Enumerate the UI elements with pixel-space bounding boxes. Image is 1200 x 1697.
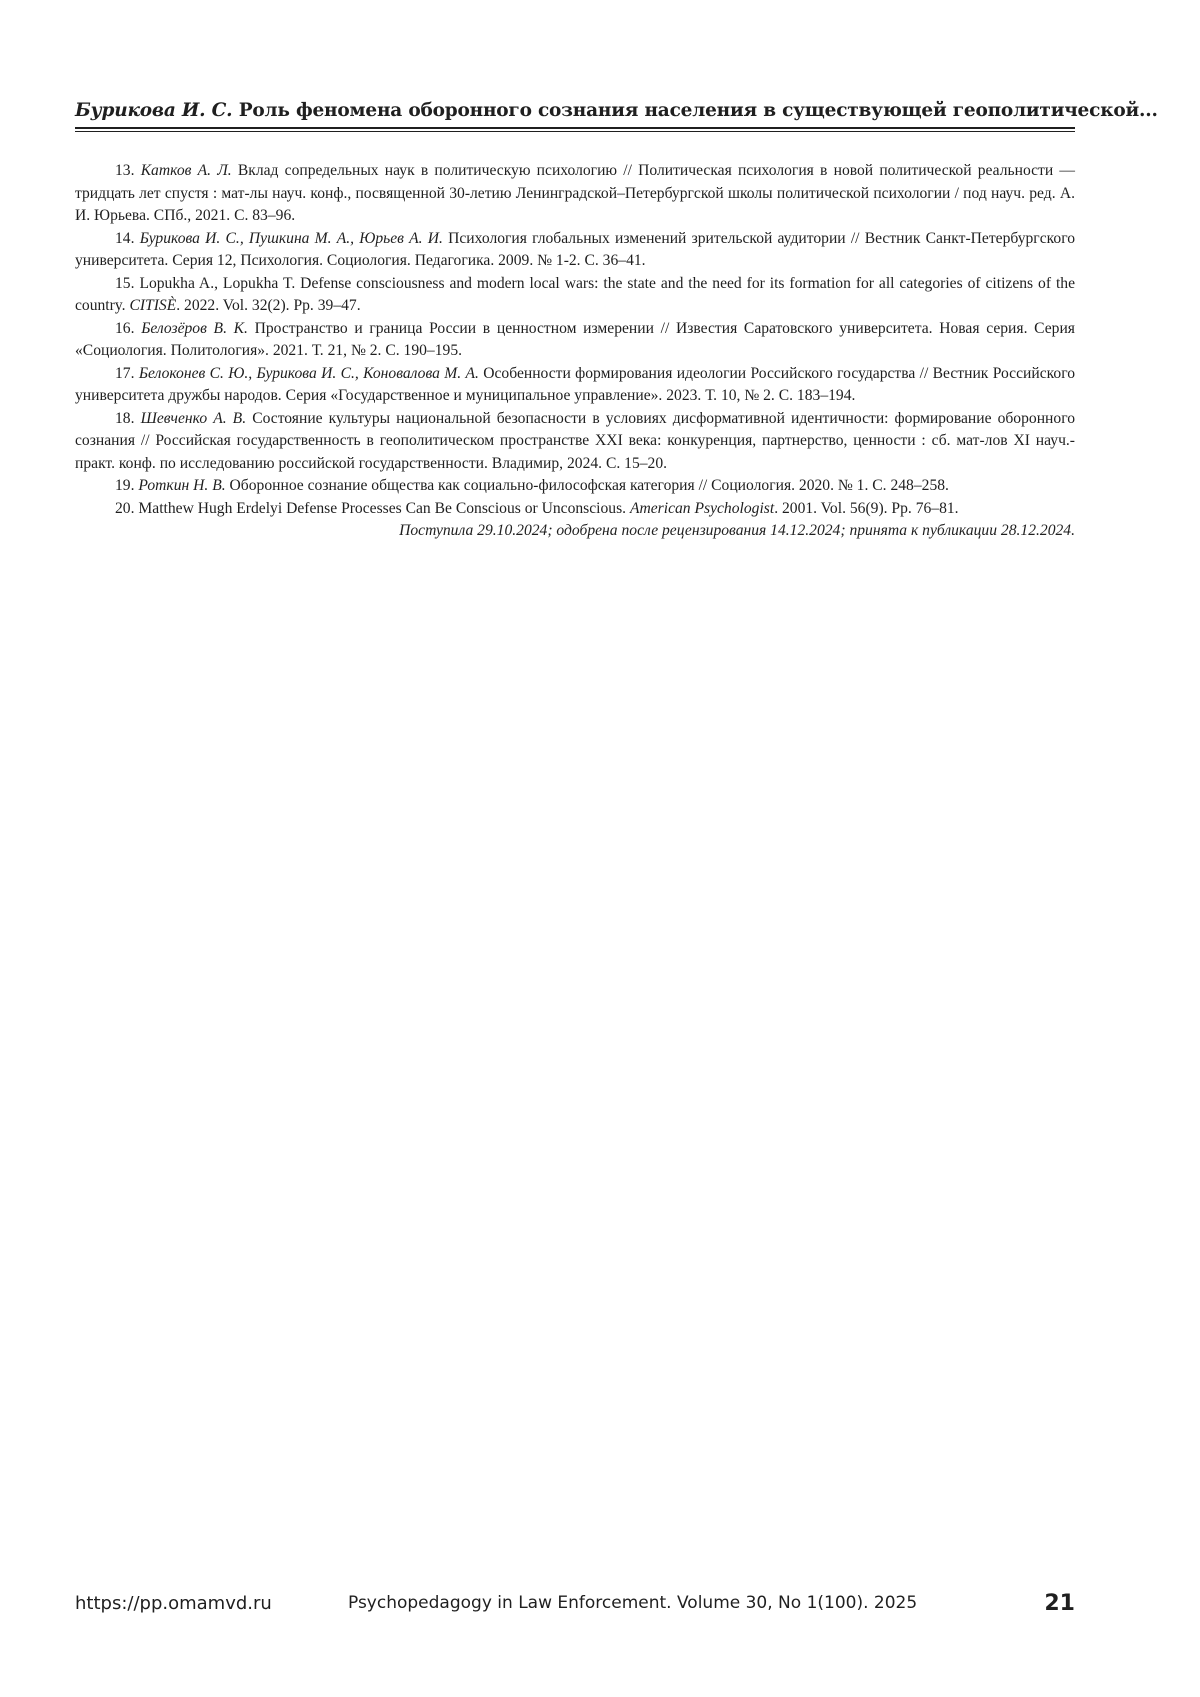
reference-journal: American Psychologist	[629, 499, 775, 517]
reference-authors: Белоконев С. Ю., Бурикова И. С., Коновалова М. А.	[138, 364, 479, 382]
reference-19	[75, 475, 1075, 498]
reference-text: Lopukha A., Lopukha T. Defense consciousness and modern local wars: the state and the need for its formation for all categories of citizens of the country.	[75, 274, 1075, 314]
reference-16	[75, 318, 1075, 363]
running-head-title: Роль феномена оборонного сознания населения в существующей геополитической...	[238, 100, 1158, 121]
reference-text-tail: . 2001. Vol. 56(9). Pp. 76–81.	[774, 499, 959, 517]
reference-number: 20.	[115, 499, 135, 517]
reference-number: 15.	[115, 274, 135, 292]
reference-authors: Белозёров В. К.	[141, 319, 248, 337]
reference-number: 19.	[115, 477, 135, 494]
running-head	[75, 100, 1158, 121]
reference-text: Вклад сопредельных наук в политическую психологию // Политическая психология в новой политической реальности — тридцать лет спустя : мат-лы науч. конф., посвященной 30-летию Ленинградской–Петербургской школы политической психологии / под науч. ред. А. И. Юрьева. СПб., 2021. С. 83–96.	[75, 162, 1076, 224]
reference-number: 16.	[115, 319, 135, 337]
reference-15	[75, 273, 1075, 318]
page-number: 21	[1044, 1591, 1075, 1616]
reference-14	[75, 228, 1075, 273]
reference-journal: CITISÈ	[129, 297, 177, 314]
journal-url[interactable]: https://pp.omamvd.ru	[75, 1593, 272, 1614]
reference-text-tail: . 2022. Vol. 32(2). Pp. 39–47.	[176, 297, 361, 314]
header-rule-thin	[75, 131, 1075, 132]
reference-number: 14.	[115, 229, 135, 247]
reference-number: 17.	[115, 364, 135, 382]
reference-text: Пространство и граница России в ценностном измерении // Известия Саратовского университета. Новая серия. Серия «Социология. Политология». 2021. Т. 21, № 2. С. 190–195.	[75, 319, 1075, 359]
reference-authors: Катков А. Л.	[140, 162, 232, 179]
reference-number: 18.	[115, 409, 135, 427]
reference-text: Особенности формирования идеологии Российского государства // Вестник Российского университета дружбы народов. Серия «Государственное и муниципальное управление». 2023. Т. 10, № 2. С. 183–194.	[75, 364, 1076, 404]
reference-text: Психология глобальных изменений зрительской аудитории // Вестник Санкт-Петербургского университета. Серия 12, Психология. Социология. Педагогика. 2009. № 1-2. С. 36–41.	[75, 229, 1076, 269]
header-rule-thick	[75, 127, 1075, 129]
reference-text: Состояние культуры национальной безопасности в условиях дисформативной идентичности: формирование оборонного сознания // Российская государственность в геополитическом пространстве XXI века: конкуренция, партнерство, ценности : сб. мат-лов XI науч.-практ. конф. по исследованию российской государственности. Владимир, 2024. С. 15–20.	[75, 409, 1075, 472]
reference-text: Оборонное сознание общества как социально-философская категория // Социология. 2020. № 1. С. 248–258.	[229, 477, 949, 494]
reference-number: 13.	[115, 162, 135, 179]
reference-authors: Шевченко А. В.	[140, 409, 247, 427]
reference-13	[75, 160, 1075, 228]
reference-authors: Роткин Н. В.	[138, 477, 226, 494]
reference-20	[75, 498, 1075, 521]
reference-18	[75, 408, 1075, 476]
journal-citation: Psychopedagogy in Law Enforcement. Volume 30, No 1(100). 2025	[348, 1593, 918, 1613]
reference-17	[75, 363, 1075, 408]
reference-list	[75, 160, 1075, 543]
reference-authors: Бурикова И. С., Пушкина М. А., Юрьев А. И.	[139, 229, 443, 247]
running-head-author: Бурикова И. С.	[75, 100, 233, 121]
received-note: Поступила 29.10.2024; одобрена после рецензирования 14.12.2024; принята к публикации 28.12.2024.	[399, 522, 1075, 539]
reference-text: Matthew Hugh Erdelyi Defense Processes Can Be Conscious or Unconscious.	[138, 499, 627, 517]
